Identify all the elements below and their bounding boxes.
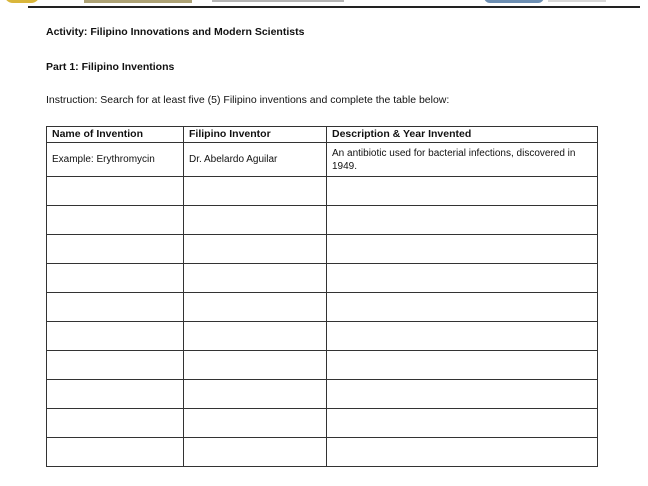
invention-input-cell[interactable]	[47, 177, 184, 206]
header-address-text	[212, 0, 344, 2]
description-input-cell[interactable]	[327, 322, 598, 351]
description-input-cell[interactable]	[327, 177, 598, 206]
table-header-row	[47, 127, 598, 143]
inventor-input-cell[interactable]	[184, 380, 327, 409]
example-invention-cell: Example: Erythromycin	[47, 143, 184, 177]
invention-input-cell[interactable]	[47, 409, 184, 438]
invention-input-cell[interactable]	[47, 264, 184, 293]
header-logo-wordmark	[84, 0, 192, 3]
inventor-input-cell[interactable]	[184, 322, 327, 351]
bagong-pilipinas-logo	[4, 0, 40, 3]
agency-logo-secondary	[548, 0, 606, 2]
agency-logo	[484, 0, 544, 3]
invention-input-cell[interactable]	[47, 206, 184, 235]
description-input-cell[interactable]	[327, 264, 598, 293]
table-row	[47, 322, 598, 351]
invention-input-cell[interactable]	[47, 293, 184, 322]
invention-input-cell[interactable]	[47, 322, 184, 351]
part-heading: Part 1: Filipino Inventions	[46, 61, 175, 73]
table-row	[47, 409, 598, 438]
inventor-input-cell[interactable]	[184, 438, 327, 467]
column-header-inventor: Filipino Inventor	[184, 127, 327, 143]
example-inventor-cell: Dr. Abelardo Aguilar	[184, 143, 327, 177]
table-row	[47, 235, 598, 264]
inventor-input-cell[interactable]	[184, 409, 327, 438]
column-header-description: Description & Year Invented	[327, 127, 598, 143]
example-description-cell: An antibiotic used for bacterial infections, discovered in 1949.	[327, 143, 598, 177]
inventor-input-cell[interactable]	[184, 351, 327, 380]
inventor-input-cell[interactable]	[184, 293, 327, 322]
inventor-input-cell[interactable]	[184, 206, 327, 235]
table-row	[47, 293, 598, 322]
invention-input-cell[interactable]	[47, 235, 184, 264]
invention-input-cell[interactable]	[47, 351, 184, 380]
table-row	[47, 177, 598, 206]
column-header-invention: Name of Invention	[47, 127, 184, 143]
table-row	[47, 380, 598, 409]
page-header	[0, 0, 648, 8]
description-input-cell[interactable]	[327, 351, 598, 380]
inventor-input-cell[interactable]	[184, 177, 327, 206]
inventions-table	[46, 126, 598, 467]
description-input-cell[interactable]	[327, 438, 598, 467]
invention-input-cell[interactable]	[47, 438, 184, 467]
inventor-input-cell[interactable]	[184, 235, 327, 264]
inventor-input-cell[interactable]	[184, 264, 327, 293]
description-input-cell[interactable]	[327, 380, 598, 409]
description-input-cell[interactable]	[327, 293, 598, 322]
description-input-cell[interactable]	[327, 206, 598, 235]
description-input-cell[interactable]	[327, 409, 598, 438]
table-row	[47, 264, 598, 293]
table-row	[47, 351, 598, 380]
table-row	[47, 206, 598, 235]
activity-title: Activity: Filipino Innovations and Modern Scientists	[46, 26, 305, 38]
header-divider	[28, 6, 640, 8]
instruction-text: Instruction: Search for at least five (5) Filipino inventions and complete the table below:	[46, 94, 450, 106]
invention-input-cell[interactable]	[47, 380, 184, 409]
description-input-cell[interactable]	[327, 235, 598, 264]
table-row-example	[47, 143, 598, 177]
table-row	[47, 438, 598, 467]
